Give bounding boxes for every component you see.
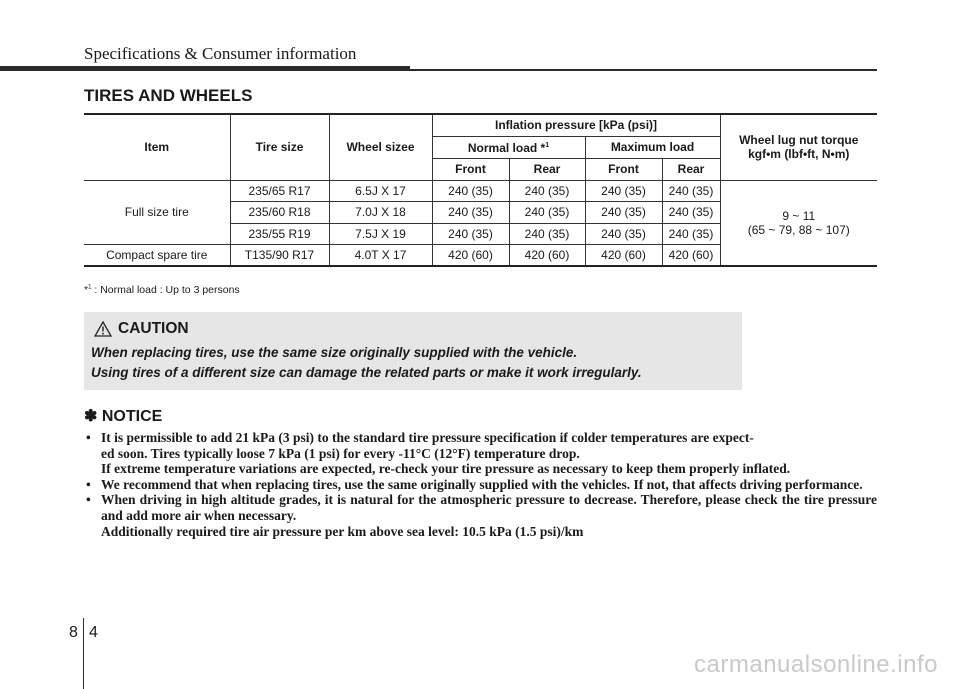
notice-b1-line1: It is permissible to add 21 kPa (3 psi) to the standard tire pressure specification if colder temperatures are expect- <box>101 430 754 445</box>
notice-bullet-1 <box>84 430 877 477</box>
col-item: Item <box>84 114 230 180</box>
notice-b1-line2: ed soon. Tires typically loose 7 kPa (1 psi) for every -11°C (12°F) temperature drop. <box>101 445 580 461</box>
torque-head-line2: kgf•m (lbf•ft, N•m) <box>748 147 850 162</box>
torque-value-cell <box>720 180 877 266</box>
bullet-dot: • <box>86 492 91 508</box>
col-maximum-load: Maximum load <box>585 136 720 158</box>
page-header-title: Specifications & Consumer information <box>84 44 357 63</box>
tire-spec-table <box>84 113 877 267</box>
section-title: TIRES AND WHEELS <box>84 86 253 105</box>
page-number: 4 <box>89 624 98 641</box>
footnote-text: : Normal load : Up to 3 persons <box>94 284 240 296</box>
col-tire-size: Tire size <box>230 114 329 180</box>
table-row <box>84 180 877 202</box>
wheel-size-cell: 7.5J X 19 <box>329 223 432 245</box>
normal-rear-cell: 420 (60) <box>509 245 585 267</box>
notice-body <box>84 430 877 539</box>
normal-front-cell: 420 (60) <box>432 245 509 267</box>
normal-front-cell: 240 (35) <box>432 180 509 202</box>
wheel-size-cell: 4.0T X 17 <box>329 245 432 267</box>
notice-bullet-2 <box>84 477 877 493</box>
notice-b1-line3: If extreme temperature variations are expected, re-check your tire pressure as necessary to keep them properly inflated. <box>101 461 791 477</box>
notice-b3: When driving in high altitude grades, it is natural for the atmospheric pressure to decrease. Therefore, please check the tire pressure and add more air when necessary. <box>101 492 877 523</box>
col-max-rear: Rear <box>662 158 720 180</box>
table-footnote <box>84 284 240 296</box>
col-wheel-size: Wheel sizee <box>329 114 432 180</box>
torque-value-line1: 9 ~ 11 <box>782 208 816 223</box>
tire-size-cell: T135/90 R17 <box>230 245 329 267</box>
max-front-cell: 240 (35) <box>585 223 662 245</box>
compact-spare-tire-label: Compact spare tire <box>84 245 230 267</box>
header-rule-thin <box>410 69 877 71</box>
wheel-size-cell: 6.5J X 17 <box>329 180 432 202</box>
col-max-front: Front <box>585 158 662 180</box>
max-front-cell: 240 (35) <box>585 180 662 202</box>
notice-bullet-3 <box>84 492 877 539</box>
col-lug-nut-torque <box>720 114 877 180</box>
max-rear-cell: 240 (35) <box>662 202 720 224</box>
caution-heading <box>94 320 189 338</box>
max-rear-cell: 420 (60) <box>662 245 720 267</box>
max-rear-cell: 240 (35) <box>662 223 720 245</box>
full-size-tire-label: Full size tire <box>84 180 230 245</box>
chapter-number: 8 <box>69 624 78 641</box>
max-front-cell: 420 (60) <box>585 245 662 267</box>
col-normal-front: Front <box>432 158 509 180</box>
bullet-dot: • <box>86 476 91 492</box>
bullet-dot: • <box>86 430 91 445</box>
footnote-sup: 1 <box>88 284 92 291</box>
tire-size-cell: 235/65 R17 <box>230 180 329 202</box>
torque-head-line1: Wheel lug nut torque <box>739 133 859 148</box>
col-normal-rear: Rear <box>509 158 585 180</box>
tire-size-cell: 235/60 R18 <box>230 202 329 224</box>
wheel-size-cell: 7.0J X 18 <box>329 202 432 224</box>
notice-title: ✽ NOTICE <box>84 408 163 425</box>
warning-triangle-icon <box>94 321 112 337</box>
header-rule-thick <box>0 66 410 71</box>
normal-rear-cell: 240 (35) <box>509 202 585 224</box>
watermark: carmanualsonline.info <box>694 651 938 678</box>
caution-line-1: When replacing tires, use the same size originally supplied with the vehicle. <box>91 345 578 360</box>
normal-rear-cell: 240 (35) <box>509 223 585 245</box>
normal-load-sup: 1 <box>545 142 550 149</box>
max-rear-cell: 240 (35) <box>662 180 720 202</box>
footnote-mark: * <box>84 284 89 296</box>
col-inflation-pressure: Inflation pressure [kPa (psi)] <box>432 114 720 136</box>
notice-b2: We recommend that when replacing tires, use the same originally supplied with the vehicles. If not, that affects driving performance. <box>101 476 863 492</box>
page-number-divider <box>83 618 84 689</box>
caution-box <box>84 312 742 390</box>
torque-value-line2: (65 ~ 79, 88 ~ 107) <box>747 222 850 237</box>
caution-title: CAUTION <box>118 320 189 337</box>
notice-b3-line2: Additionally required tire air pressure per km above sea level: 10.5 kPa (1.5 psi)/km <box>101 523 584 539</box>
normal-front-cell: 240 (35) <box>432 202 509 224</box>
tire-size-cell: 235/55 R19 <box>230 223 329 245</box>
caution-line-2: Using tires of a different size can damage the related parts or make it work irregularly. <box>91 365 642 380</box>
normal-rear-cell: 240 (35) <box>509 180 585 202</box>
max-front-cell: 240 (35) <box>585 202 662 224</box>
normal-front-cell: 240 (35) <box>432 223 509 245</box>
col-normal-load <box>432 136 585 158</box>
normal-load-label: Normal load * <box>467 141 546 155</box>
